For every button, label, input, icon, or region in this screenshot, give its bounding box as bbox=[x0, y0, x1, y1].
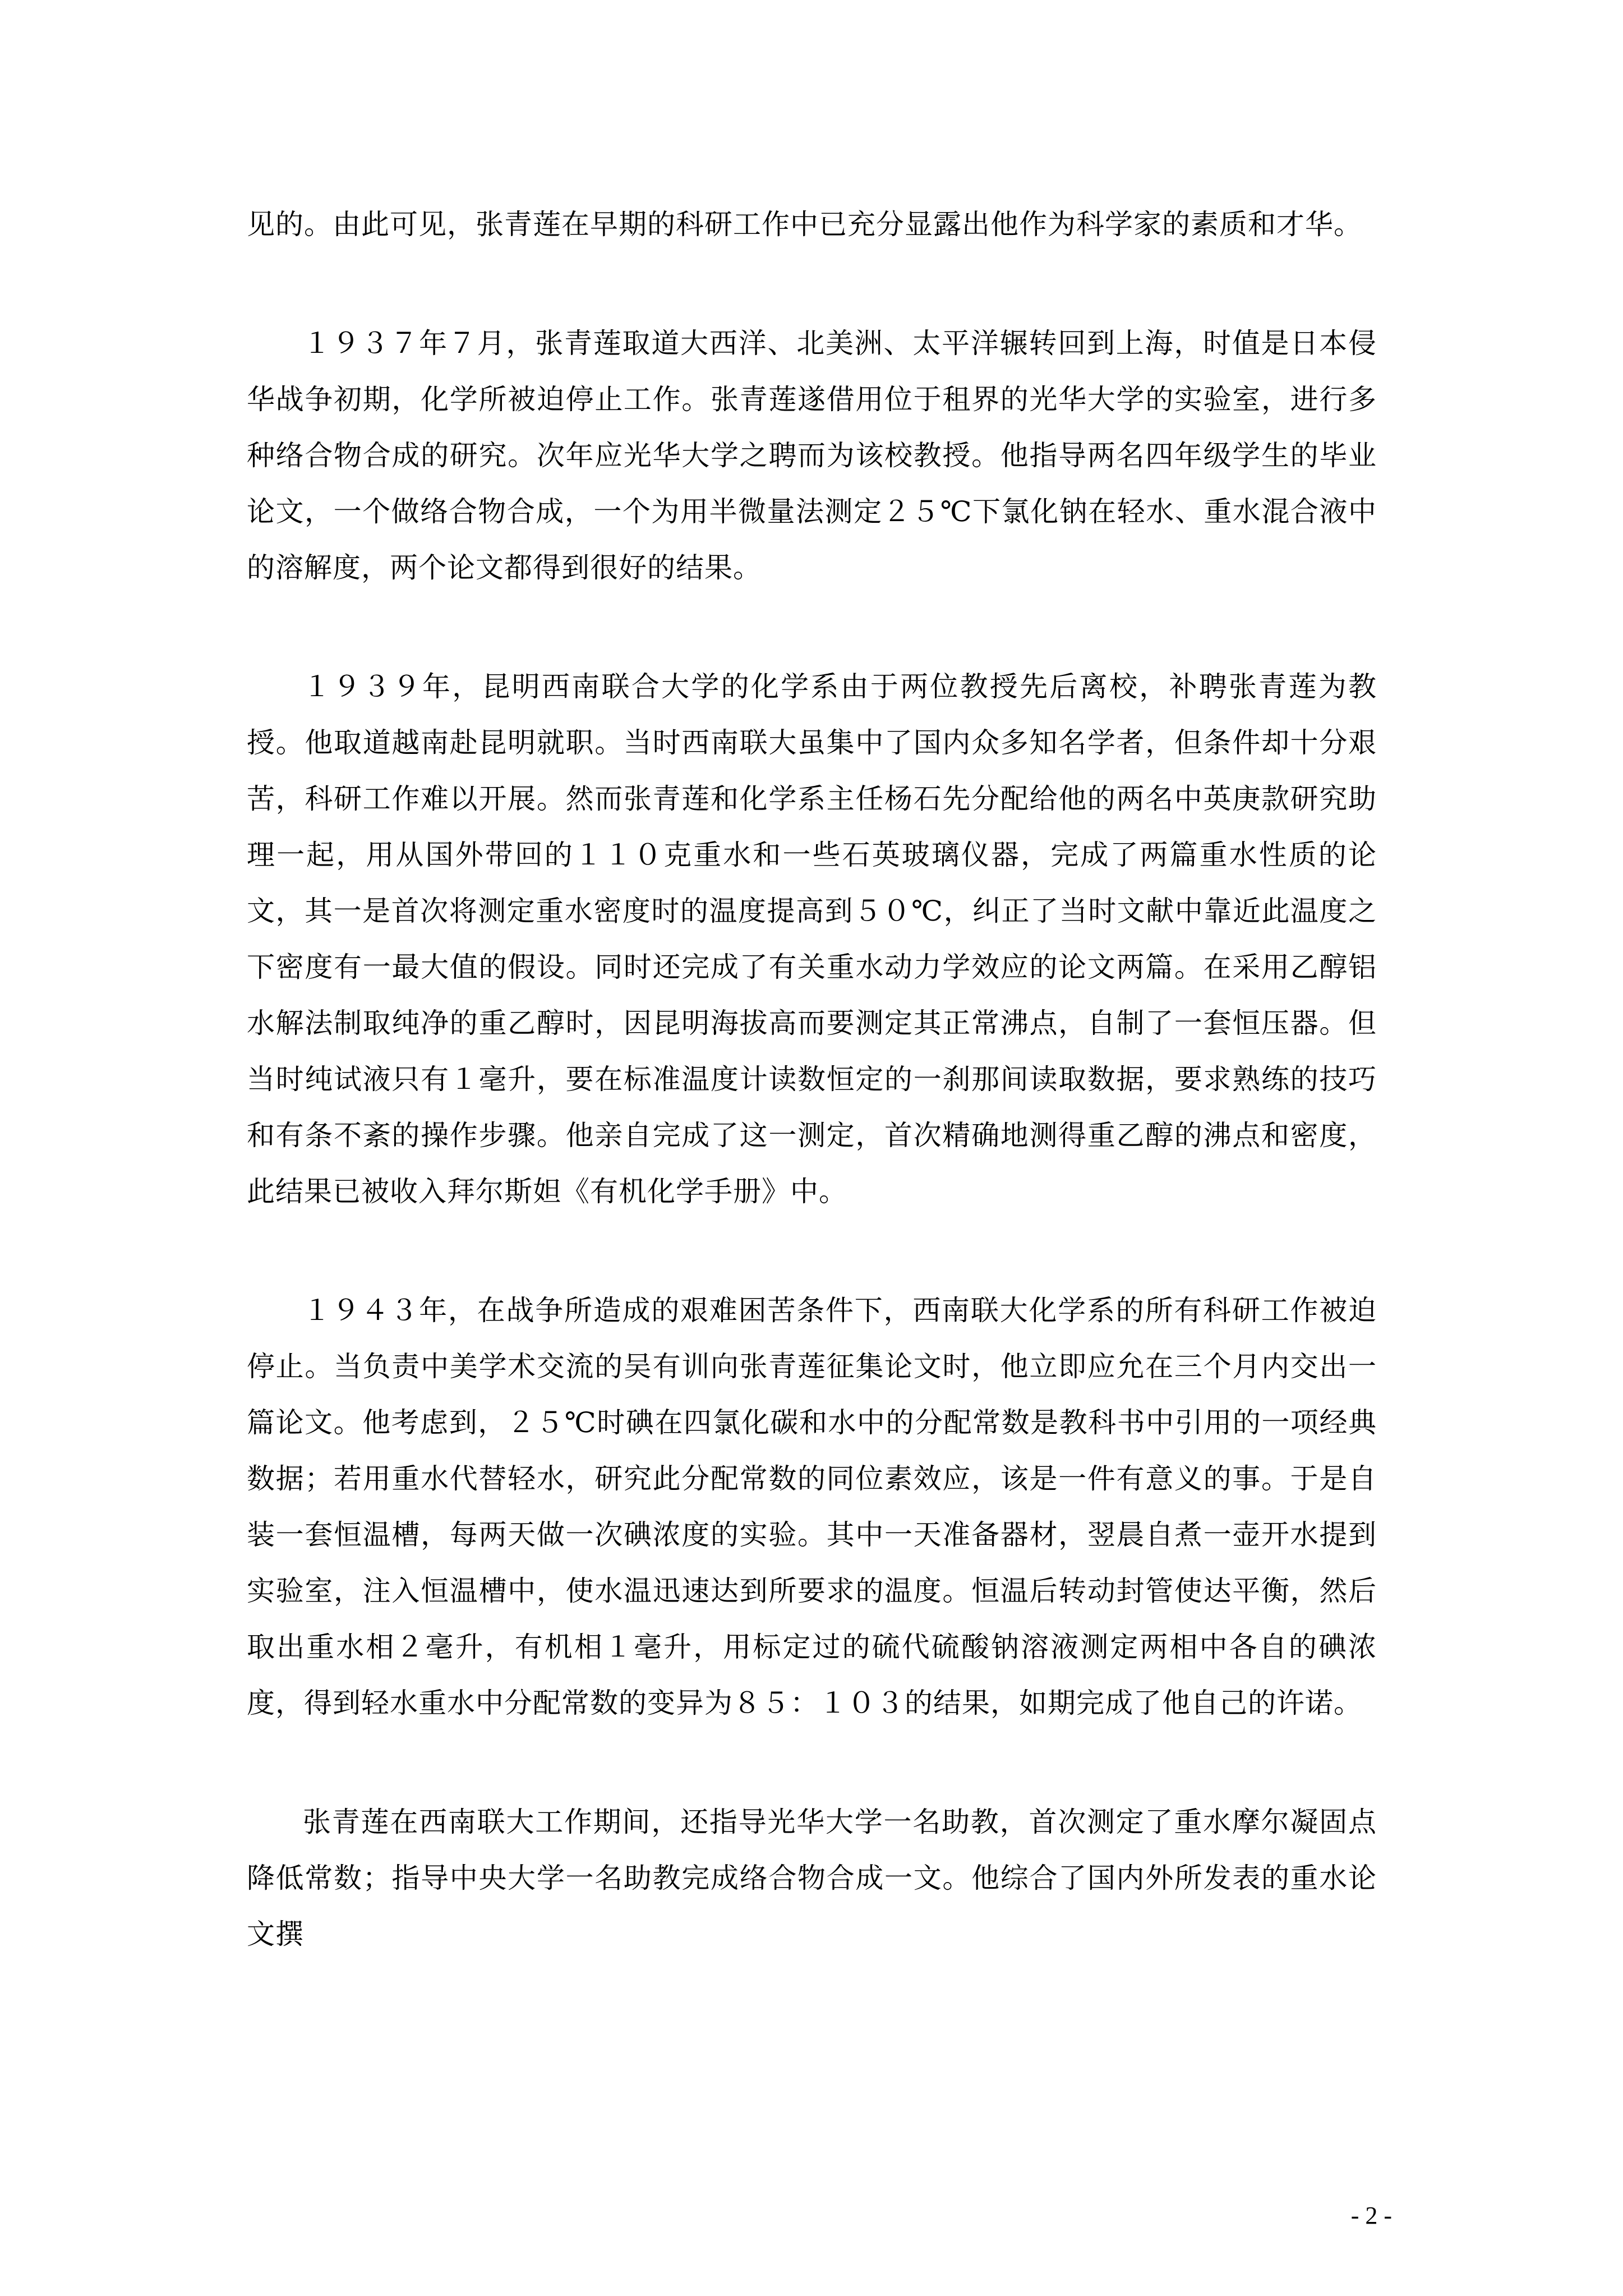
paragraph-gap bbox=[247, 596, 1377, 659]
paragraph-gap bbox=[247, 1220, 1377, 1282]
body-text bbox=[247, 196, 1377, 1962]
paragraph-gap bbox=[247, 252, 1377, 315]
paragraph-continuation: 见的。由此可见，张青莲在早期的科研工作中已充分显露出他作为科学家的素质和才华。 bbox=[247, 208, 1362, 241]
paragraph-gap bbox=[247, 1731, 1377, 1794]
paragraph-1943: １９４３年，在战争所造成的艰难困苦条件下，西南联大化学系的所有科研工作被迫停止。当负责中美学术交流的吴有训向张青莲征集论文时，他立即应允在三个月内交出一篇论文。他考虑到，２５℃时碘在四氯化碳和水中的分配常数是教科书中引用的一项经典数据；若用重水代替轻水，研究此分配常数的同位素效应，该是一件有意义的事。于是自装一套恒温槽，每两天做一次碘浓度的实验。其中一天准备器材，翌晨自煮一壶开水提到实验室，注入恒温槽中，使水温迅速达到所要求的温度。恒温后转动封管使达平衡，然后取出重水相２毫升，有机相１毫升，用标定过的硫代硫酸钠溶液测定两相中各自的碘浓度，得到轻水重水中分配常数的变异为８５：１０３的结果，如期完成了他自己的许诺。 bbox=[247, 1294, 1377, 1719]
paragraph-southwest-union: 张青莲在西南联大工作期间，还指导光华大学一名助教，首次测定了重水摩尔凝固点降低常数；指导中央大学一名助教完成络合物合成一文。他综合了国内外所发表的重水论文撰 bbox=[247, 1806, 1377, 1950]
paragraph-1937: １９３７年７月，张青莲取道大西洋、北美洲、太平洋辗转回到上海，时值是日本侵华战争初期，化学所被迫停止工作。张青莲遂借用位于租界的光华大学的实验室，进行多种络合物合成的研究。次年应光华大学之聘而为该校教授。他指导两名四年级学生的毕业论文，一个做络合物合成，一个为用半微量法测定２５℃下氯化钠在轻水、重水混合液中的溶解度，两个论文都得到很好的结果。 bbox=[247, 327, 1377, 584]
paragraph-1939: １９３９年，昆明西南联合大学的化学系由于两位教授先后离校，补聘张青莲为教授。他取道越南赴昆明就职。当时西南联大虽集中了国内众多知名学者，但条件却十分艰苦，科研工作难以开展。然而张青莲和化学系主任杨石先分配给他的两名中英庚款研究助理一起，用从国外带回的１１０克重水和一些石英玻璃仪器，完成了两篇重水性质的论文，其一是首次将测定重水密度时的温度提高到５０℃，纠正了当时文献中靠近此温度之下密度有一最大值的假设。同时还完成了有关重水动力学效应的论文两篇。在采用乙醇铝水解法制取纯净的重乙醇时，因昆明海拔高而要测定其正常沸点，自制了一套恒压器。但当时纯试液只有１毫升，要在标准温度计读数恒定的一刹那间读取数据，要求熟练的技巧和有条不紊的操作步骤。他亲自完成了这一测定，首次精确地测得重乙醇的沸点和密度，此结果已被收入拜尔斯妲《有机化学手册》中。 bbox=[247, 670, 1377, 1208]
page-number: - 2 - bbox=[1350, 2202, 1392, 2229]
